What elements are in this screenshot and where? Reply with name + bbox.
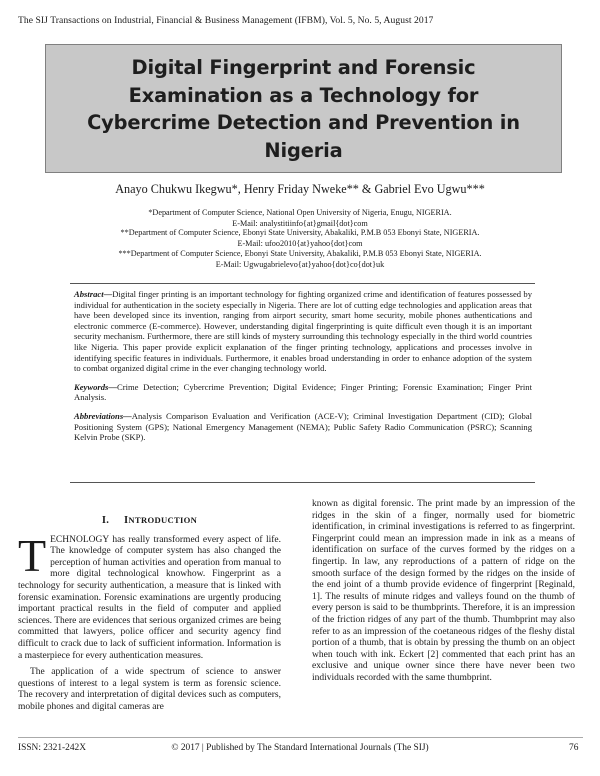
intro-paragraph-1 [18, 529, 281, 663]
affiliation-3 [0, 249, 600, 270]
section-number: I. [101, 515, 110, 526]
left-column [18, 515, 281, 714]
author-list: Anayo Chukwu Ikegwu*, Henry Friday Nweke** & Gabriel Evo Ugwu*** [115, 182, 485, 196]
intro-paragraph-2: The application of a wide spectrum of science to answer questions of interest to a legal system is term as forensic science. The recovery and interpretation of digital devices such as computers, mobile phones and digital cameras are [18, 667, 281, 712]
keywords-text: Crime Detection; Cybercrime Prevention; Digital Evidence; Finger Printing; Forensic Examination; Finger Print Analysis. [74, 381, 532, 403]
affiliation-dept: *Department of Computer Science, National Open University of Nigeria, Enugu, NIGERIA. [148, 208, 452, 217]
title-line-3: Cybercrime Detection and Prevention in [87, 111, 520, 135]
abbreviations-text: Analysis Comparison Evaluation and Verification (ACE-V); Criminal Investigation Department (CID); Global Positioning System (GPS); National Emergency Management (NEMA); Public Safety Radio Communication (PSRC); Scanning Kelvin Probe (SKP). [74, 410, 532, 443]
affiliation-dept: **Department of Computer Science, Ebonyi State University, Abakaliki, P.M.B 053 Ebonyi State, NIGERIA. [120, 228, 480, 237]
abbreviations-label: Abbreviations— [74, 410, 132, 421]
keywords [74, 382, 532, 403]
title-line-1: Digital Fingerprint and Forensic [131, 56, 476, 79]
section-title-rest: NTRODUCTION [128, 515, 198, 525]
affiliation-dept: ***Department of Computer Science, Ebonyi State University, Abakaliki, P.M.B 053 Ebonyi State, NIGERIA. [118, 249, 482, 258]
section-heading [18, 515, 281, 527]
intro-paragraph-1-text: ECHNOLOGY has really transformed every aspect of life. The knowledge of computer system has also changed the perception of human activities and operation from manual to more digital technological knowhow. Fingerprint as a technology for security authentication, a measure that is linked with forensic examination. Forensic examinations are urgently producing important practical results in the field of computer and applied sciences. There are evidences that serious organized crimes are being committed that lawyers, police officer and security agency find difficult to crack due to lack of sufficient information. Information is a masterpiece for every authentication measures. [18, 534, 281, 661]
drop-cap: T [18, 529, 47, 581]
section-title-first: I [123, 515, 129, 526]
affiliation-1 [0, 208, 600, 229]
footer-rule [18, 737, 583, 738]
title-line-4: Nigeria [264, 138, 343, 162]
page-number: 76 [569, 743, 579, 753]
abstract-block [74, 289, 532, 451]
title-line-2: Examination as a Technology for [128, 83, 479, 107]
abstract [74, 289, 532, 374]
abstract-bottom-rule [70, 482, 535, 483]
right-column [312, 499, 575, 685]
footer-issn: ISSN: 2321-242X [18, 743, 86, 753]
affiliation-email: E-Mail: analystitiinfo{at}gmail{dot}com [232, 218, 368, 228]
abstract-text: Digital finger printing is an important technology for fighting organized crime and identification of features possessed by individual for authentication in the society especially in Nigeria. There are lot of cutting edge technologies and application areas that have been developed since its invention, ranging from airport security, smart home security, mobile phones authentications and electronic commerce (E-commerce). However, understanding digital fingerprinting is quite difficult even though it is an important security mechanism. Furthermore, there are still kinds of mystery surrounding this technology especially in the third world countries like Nigeria. This paper provide explicit explanation of the finger printing technology, applications and processes involve in identifying specific features in individuals. Furthermore, it enables broad understanding in order to enhance adoption of the system to combat organized digital crime in the ever changing technology world. [74, 289, 532, 374]
affiliation-2 [0, 228, 600, 249]
right-column-text: known as digital forensic. The print made by an impression of the ridges in the skin of a finger, normally used for biometric identification, in criminal investigations is referred to as fingerprint. Fingerprint could mean an impression made in ink as a means of identification on surface of the curves formed by the ridges on a fingertip. In law, any reproductions of a pattern of ridge on the smooth surface of the design formed by the ridges on the inside of the end joint of a thumb provide evidence of fingerprint [Reginald, 1]. The results of minute ridges and valleys found on the thumb of every person is said to be thumbprints. Therefore, it is an impression of the friction ridges of any part of the thumb. Thumbprint may also refer to as an impression of the coetaneous ridges of the fleshy distal portion of a thumb, that is obtain by pressing the thumb on an object when touch with ink. Eckert [2] commented that each print has an exclusive and unique owner since there have never been two individuals recorded with the same thumbprint. [312, 499, 575, 683]
abstract-top-rule [70, 283, 535, 284]
affiliation-email: E-Mail: Ugwugabrielevo{at}yahoo{dot}co{dot}uk [215, 259, 385, 269]
footer-publisher: © 2017 | Published by The Standard International Journals (The SIJ) [171, 743, 429, 753]
running-head: The SIJ Transactions on Industrial, Financial & Business Management (IFBM), Vol. 5, No. 5, August 2017 [18, 15, 434, 26]
keywords-label: Keywords— [74, 381, 117, 392]
title-box [45, 44, 562, 173]
paper-title [46, 54, 561, 164]
abstract-label: Abstract— [74, 289, 113, 299]
affiliation-email: E-Mail: ufoo2010{at}yahoo{dot}com [237, 238, 363, 248]
abbreviations [74, 411, 532, 443]
